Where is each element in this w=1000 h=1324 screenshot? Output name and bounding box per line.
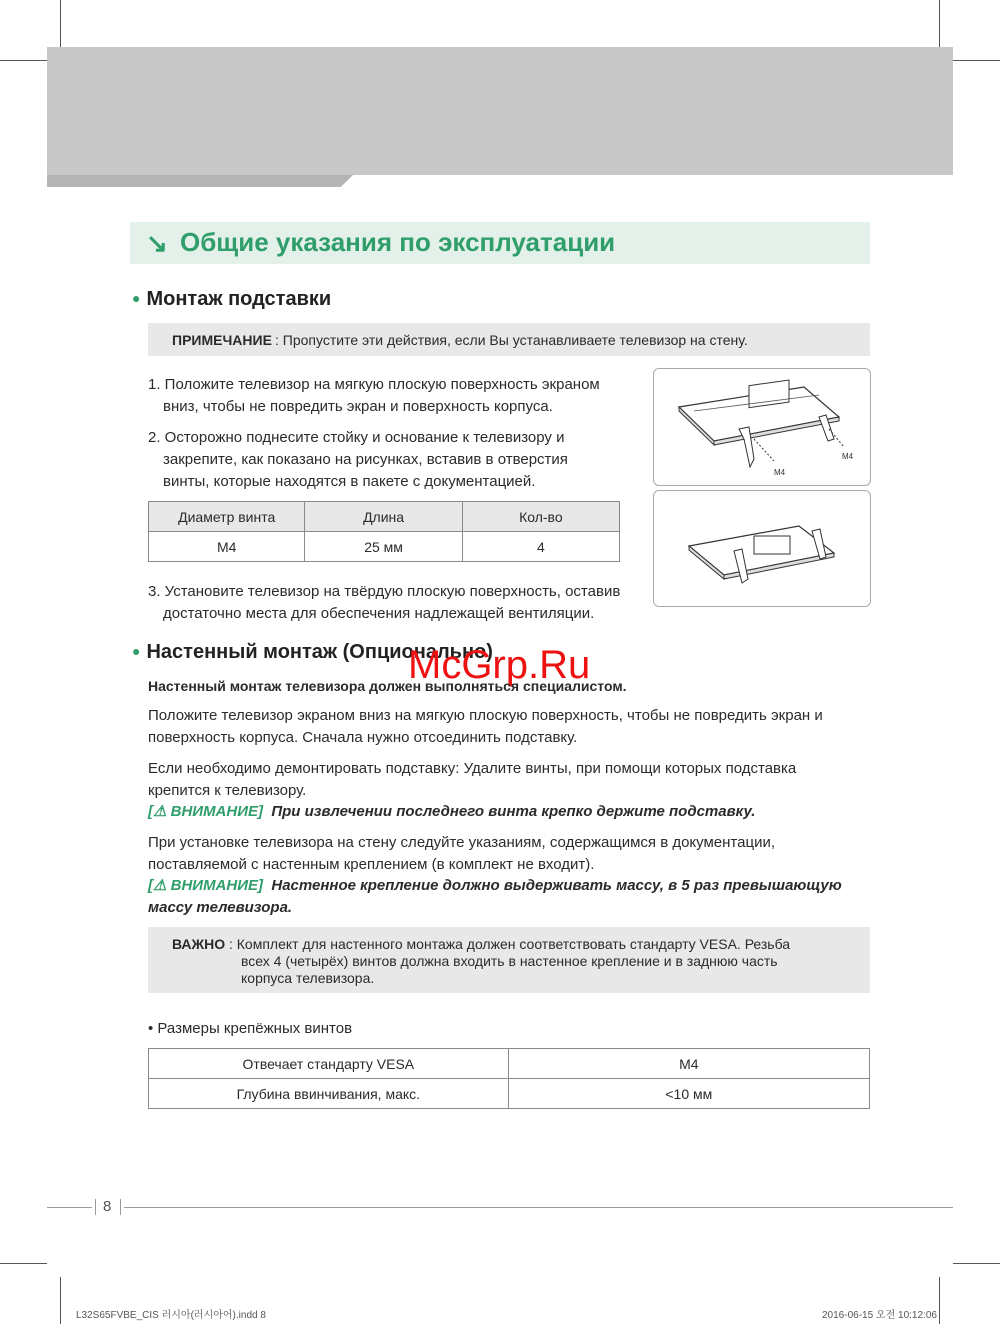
page-rule-tick xyxy=(95,1199,96,1215)
wall-p1-line-2: поверхность корпуса. Сначала нужно отсоединить подставку. xyxy=(148,729,578,746)
caution-label: [⚠ ВНИМАНИЕ] xyxy=(148,877,264,894)
crop-mark xyxy=(939,0,940,47)
wall-p3-line-2: поставляемой с настенным креплением (в комплект не входит). xyxy=(148,856,595,873)
arrow-icon: ↘ xyxy=(146,228,168,258)
important-box xyxy=(148,927,870,993)
crop-mark xyxy=(953,1263,1000,1264)
note-text: : Пропустите эти действия, если Вы устанавливаете телевизор на стену. xyxy=(275,332,748,348)
step-2-line-3: винты, которые находятся в пакете с документацией. xyxy=(163,473,536,490)
figure-label: M4 xyxy=(842,452,854,461)
caution-2-text: Настенное крепление должно выдерживать массу, в 5 раз превышающую xyxy=(271,877,842,894)
table-header: Кол-во xyxy=(462,502,619,532)
section-title: Общие указания по эксплуатации xyxy=(180,227,616,257)
step-2-line-2: закрепите, как показано на рисунках, вставив в отверстия xyxy=(163,451,568,468)
header-tab xyxy=(47,175,353,187)
tv-with-stand-drawing xyxy=(654,491,870,606)
wall-warning: Настенный монтаж телевизора должен выполняться специалистом. xyxy=(148,678,627,694)
wall-p2-line-2: крепится к телевизору. xyxy=(148,782,307,799)
table-cell: 25 мм xyxy=(305,532,462,562)
wall-p1-line-1: Положите телевизор экраном вниз на мягкую плоскую поверхность, чтобы не повредить экран и xyxy=(148,707,823,724)
caution-label: [⚠ ВНИМАНИЕ] xyxy=(148,803,264,820)
section-title-bar xyxy=(130,222,870,264)
footer-timestamp: 2016-06-15 오전 10:12:06 xyxy=(822,1310,937,1321)
note-label: ПРИМЕЧАНИЕ xyxy=(172,332,272,348)
table-cell: Глубина ввинчивания, макс. xyxy=(149,1079,509,1109)
screw-sizes-label: • Размеры крепёжных винтов xyxy=(148,1020,353,1037)
stand-attached-illustration xyxy=(653,490,871,607)
table-cell: <10 мм xyxy=(508,1079,869,1109)
important-line-3: корпуса телевизора. xyxy=(241,970,375,986)
wall-p2-line-1: Если необходимо демонтировать подставку: Удалите винты, при помощи которых подставка xyxy=(148,760,797,777)
wall-p3-line-1: При установке телевизора на стену следуйте указаниям, содержащимся в документации, xyxy=(148,834,775,851)
table-header: Диаметр винта xyxy=(149,502,305,532)
footer-filename: L32S65FVBE_CIS 러시아(러시아어).indd 8 xyxy=(76,1310,266,1321)
page-rule-left xyxy=(47,1207,92,1208)
vesa-table xyxy=(148,1048,870,1109)
step-1-line-2: вниз, чтобы не повредить экран и поверхность корпуса. xyxy=(163,398,553,415)
wall-heading-text: Настенный монтаж (Опционально) xyxy=(146,641,493,663)
stand-heading-text: Монтаж подставки xyxy=(146,288,332,310)
step-3-line-2: достаточно места для обеспечения надлежащей вентиляции. xyxy=(163,605,595,622)
caution-1-text: При извлечении последнего винта крепко держите подставку. xyxy=(271,803,756,820)
crop-mark xyxy=(0,1263,47,1264)
page-rule-tick xyxy=(120,1199,121,1215)
header-band xyxy=(47,47,953,175)
caution-2-line-2: массу телевизора. xyxy=(148,899,293,916)
tv-stand-screws-drawing xyxy=(654,369,870,485)
step-1-line-1: 1. Положите телевизор на мягкую плоскую поверхность экраном xyxy=(148,376,600,393)
page-number: 8 xyxy=(103,1198,112,1215)
crop-mark xyxy=(953,60,1000,61)
crop-mark xyxy=(0,60,47,61)
table-cell: M4 xyxy=(149,532,305,562)
bullet-icon: ● xyxy=(132,290,141,306)
figure-label: M4 xyxy=(774,468,786,477)
step-2-line-1: 2. Осторожно поднесите стойку и основание к телевизору и xyxy=(148,429,565,446)
stand-heading xyxy=(132,288,331,311)
table-cell: Отвечает стандарту VESA xyxy=(149,1049,509,1079)
watermark: McGrp.Ru xyxy=(408,643,591,687)
table-cell: 4 xyxy=(462,532,619,562)
note-box xyxy=(148,323,870,356)
caution-1 xyxy=(148,801,755,823)
bullet-icon: ● xyxy=(132,643,141,659)
caution-2 xyxy=(148,875,842,897)
crop-mark xyxy=(60,0,61,47)
important-line-2: всех 4 (четырёх) винтов должна входить в настенное крепление и в заднюю часть xyxy=(241,953,778,969)
page-rule-right xyxy=(124,1207,953,1208)
important-label: ВАЖНО xyxy=(172,936,226,952)
step-3-line-1: 3. Установите телевизор на твёрдую плоскую поверхность, оставив xyxy=(148,583,621,600)
screw-table xyxy=(148,501,620,562)
crop-mark xyxy=(60,1277,61,1324)
crop-mark xyxy=(939,1277,940,1324)
table-header: Длина xyxy=(305,502,462,532)
important-line-1: : Комплект для настенного монтажа должен соответствовать стандарту VESA. Резьба xyxy=(229,936,791,952)
table-cell: M4 xyxy=(508,1049,869,1079)
stand-attach-illustration xyxy=(653,368,871,486)
